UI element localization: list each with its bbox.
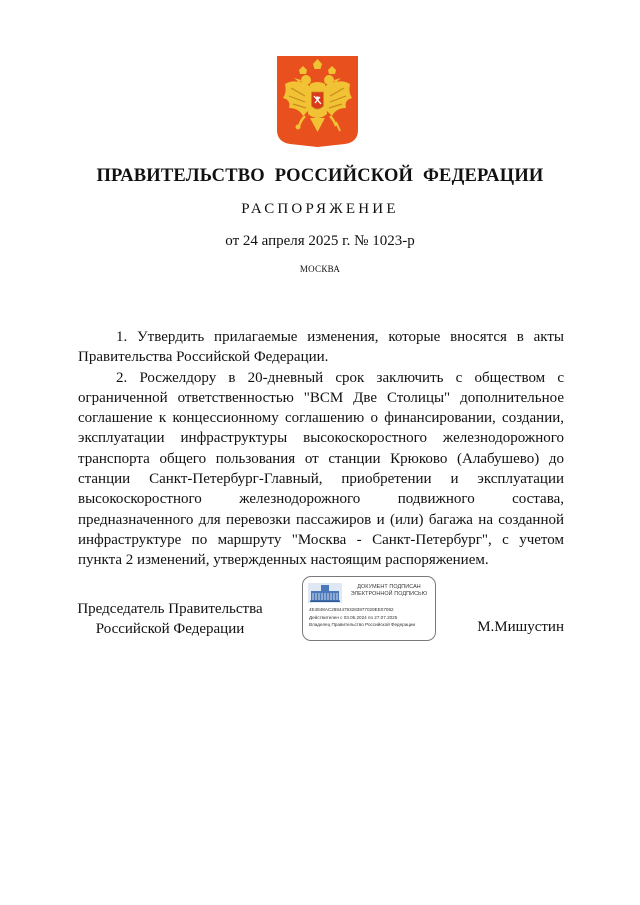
signer-position: [70, 599, 270, 639]
stamp-heading-line-1: ДОКУМЕНТ ПОДПИСАН: [357, 584, 421, 590]
stamp-validity: Действителен с 03.05.2024 по 27.07.2025: [309, 615, 398, 620]
stamp-owner: Владелец Правительство Российской Федерации: [309, 622, 416, 627]
electronic-signature-stamp: [302, 576, 436, 641]
order-body: [78, 327, 564, 571]
document-type: РАСПОРЯЖЕНИЕ: [241, 201, 399, 217]
stamp-certificate-id: 4E4848AC28844793283877028EE07082: [309, 607, 394, 612]
signer-name: М.Мишустин: [477, 619, 564, 635]
coat-of-arms-icon: [277, 56, 358, 147]
signer-position-line-1: Председатель Правительства: [77, 601, 263, 617]
order-item-1: 1. Утвердить прилагаемые изменения, которые вносятся в акты Правительства Российской Федерации.: [78, 329, 564, 366]
document-date-number: от 24 апреля 2025 г. № 1023-р: [225, 233, 415, 249]
government-title: ПРАВИТЕЛЬСТВО РОССИЙСКОЙ ФЕДЕРАЦИИ: [96, 166, 544, 186]
order-item-2: 2. Росжелдору в 20-дневный срок заключить с обществом с ограниченной ответственностью "ВСМ Две Столицы" дополнительное соглашение к концессионному соглашению о финансировании, создании, эксплуатации инфраструктуры высокоскоростного железнодорожного транспорта общего пользования от станции Крюково (Алабушево) до станции Санкт-Петербург-Главный, приобретении и эксплуатации высокоскоростного железнодорожного подвижного состава, предназначенного для перевозки пассажиров и (или) багажа на созданной инфраструктуре по маршруту "Москва - Санкт-Петербург", с учетом пункта 2 изменений, утвержденных настоящим распоряжением.: [78, 369, 564, 569]
government-building-icon: [308, 583, 342, 603]
stamp-heading-line-2: ЭЛЕКТРОННОЙ ПОДПИСЬЮ: [350, 591, 428, 597]
stamp-heading: [345, 584, 433, 598]
document-city: МОСКВА: [299, 264, 341, 274]
signer-position-line-2: Российской Федерации: [95, 621, 245, 637]
